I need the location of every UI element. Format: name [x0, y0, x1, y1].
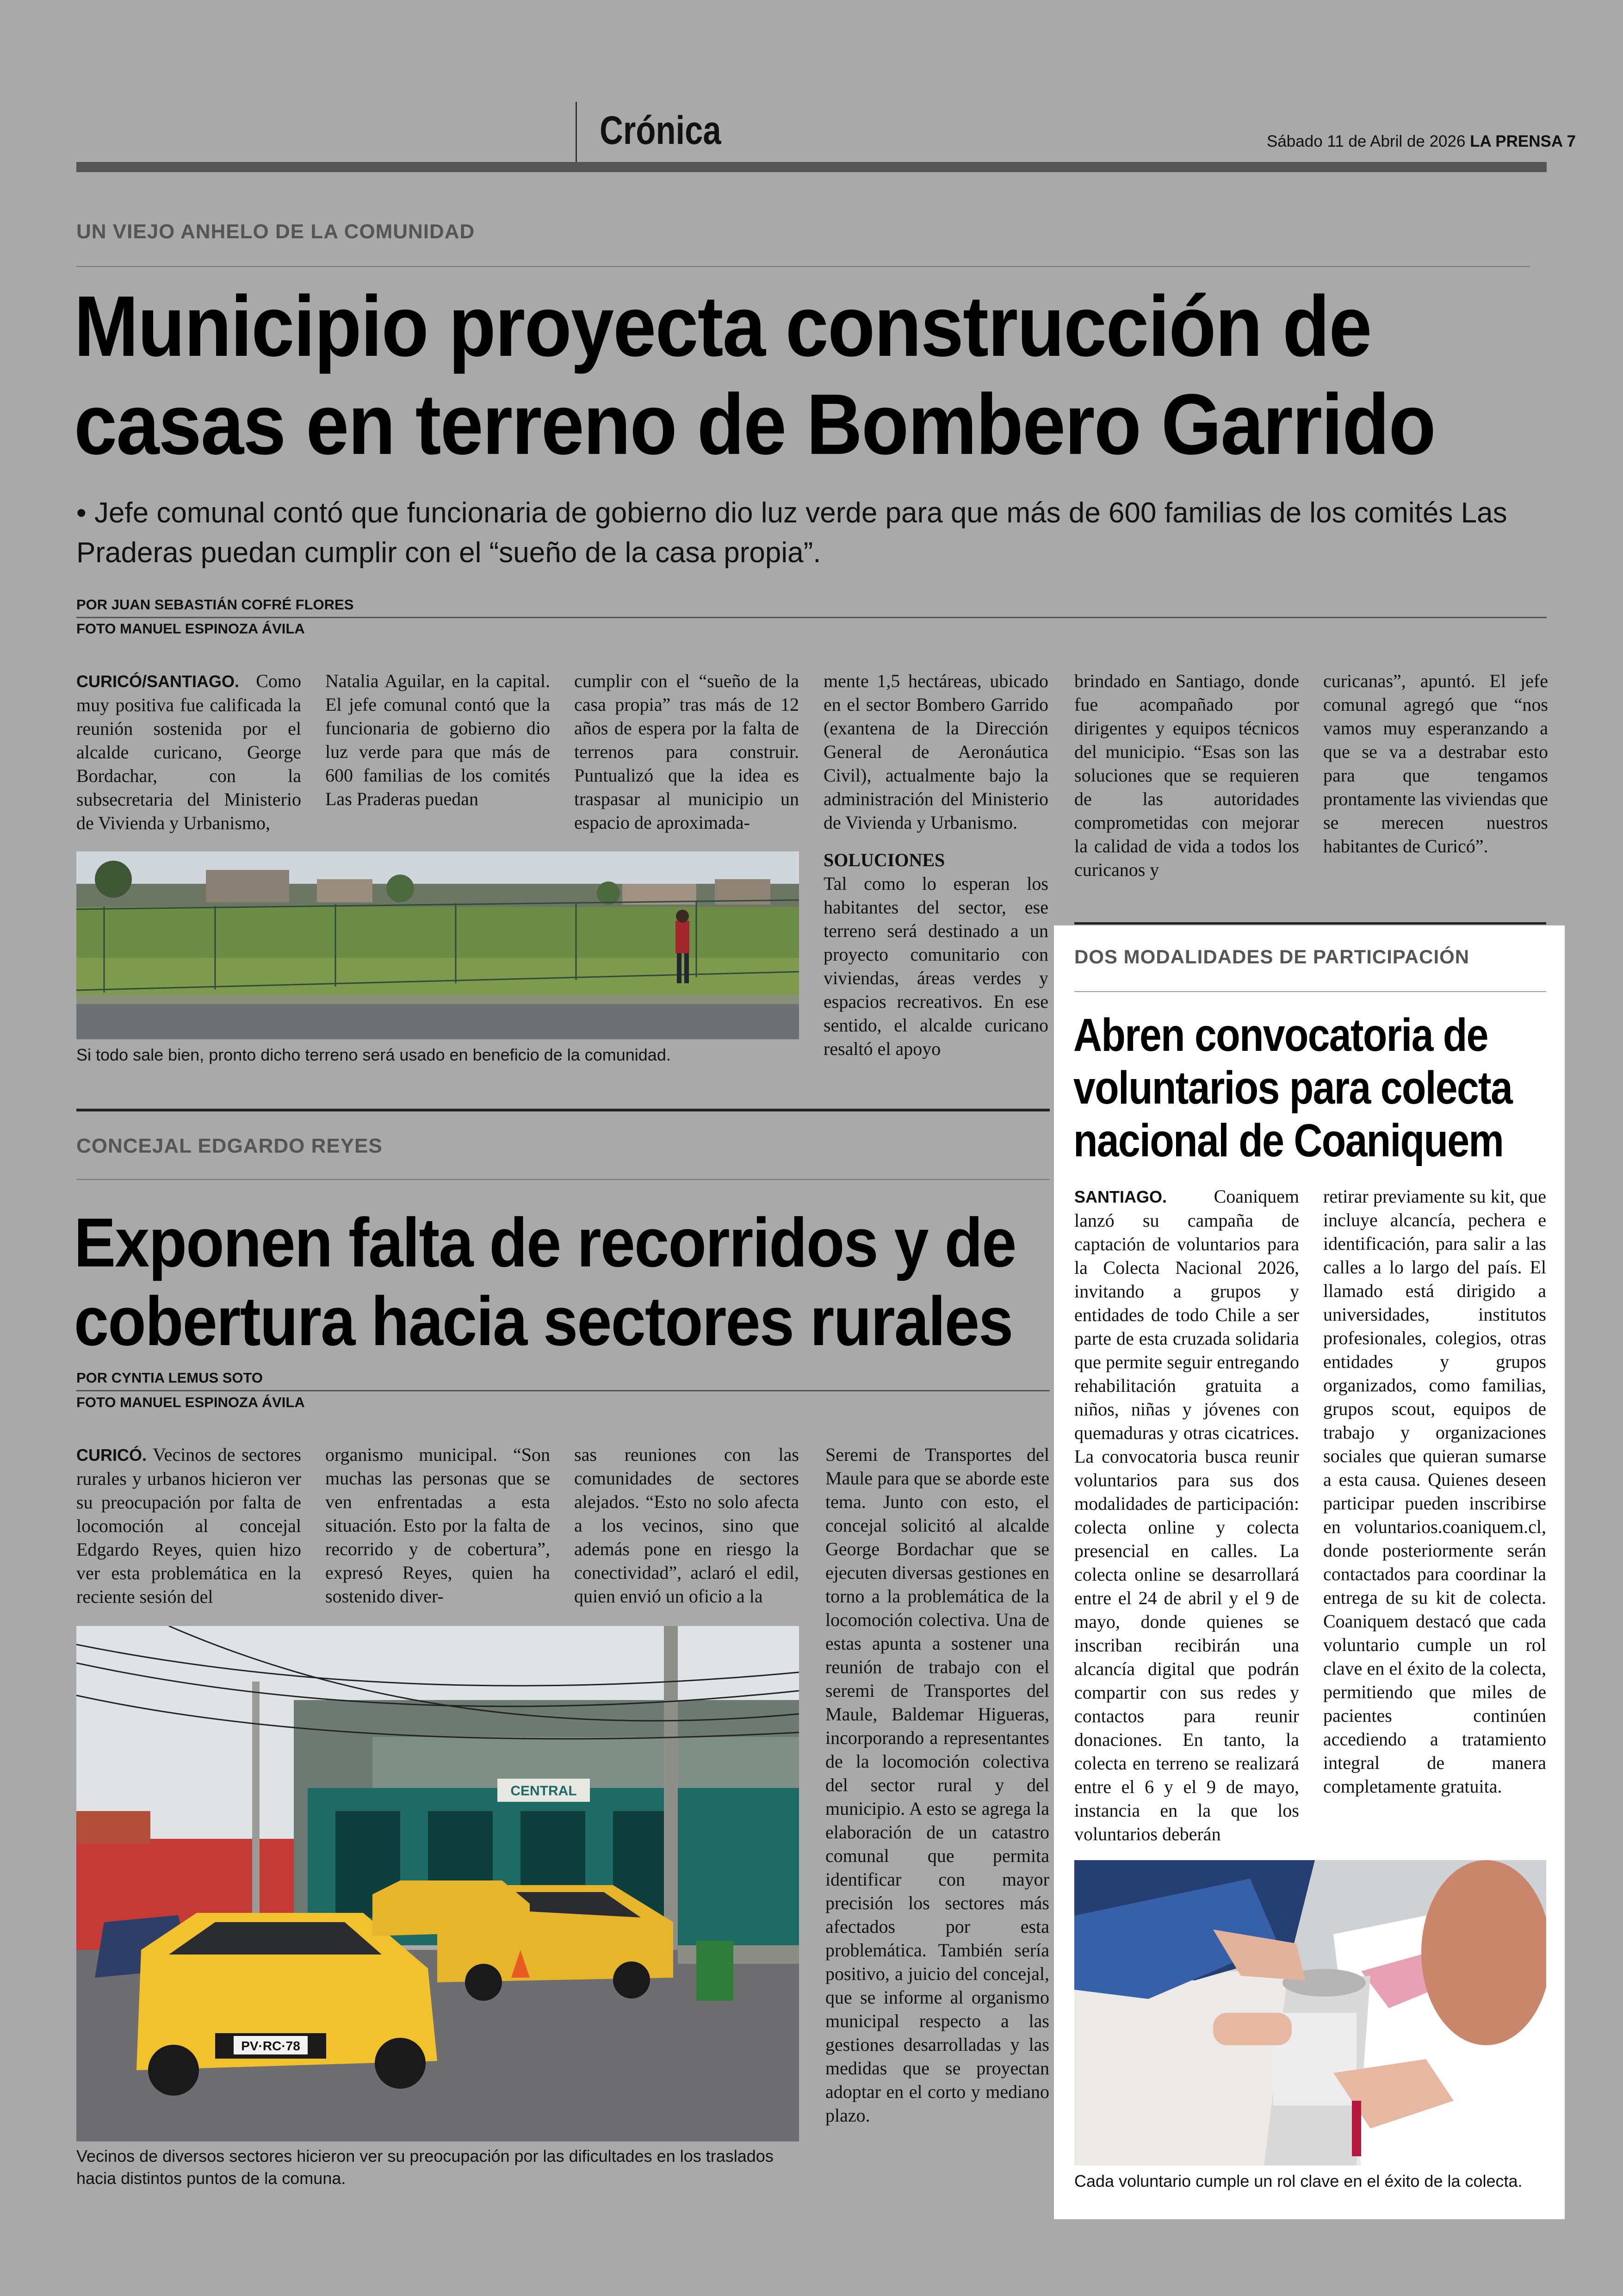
article3-col2: retirar previamente su kit, que incluye alcancía, pechera e identificación, para salir a las calles a lo largo del país. El llamado está dirigido a universidades, institutos profesionales, colegios, otras entidades y grupos organizados, como familias, grupos scout, equipos de trabajo y organizaciones sociales que quieran sumarse a esta causa. Quienes deseen participar pueden inscribirse en voluntarios.coaniquem.cl, donde posteriormente serán contactados para coordinar la entrega de su kit de colecta. Coaniquem destacó que cada voluntario cumple un rol clave en el éxito de la colecta, permitiendo que miles de pacientes continúen accediendo a tratamiento integral de manera completamente gratuita.	[1323, 1186, 1546, 1797]
paper-name: LA PRENSA 7	[1470, 132, 1576, 150]
article1-byline	[76, 593, 353, 616]
article3-lead: SANTIAGO.	[1074, 1187, 1167, 1206]
article1-kicker: UN VIEJO ANHELO DE LA COMUNIDAD	[76, 220, 475, 243]
donation-photo-image	[1074, 1860, 1546, 2166]
article2-lead: CURICÓ.	[76, 1446, 147, 1464]
article3-col1	[1074, 1185, 1299, 1846]
article3-headline-line3: nacional de Coaniquem	[1073, 1115, 1504, 1167]
article3-col1-text: Coaniquem lanzó su campaña de captación de voluntarios para la Colecta Nacional 2026, invitando a grupos y entidades de todo Chile a ser parte de esta cruzada solidaria que permite seguir entregando rehabilitación gratuita a niños, niñas y jóvenes con quemaduras y otras cicatrices. La convocatoria busca reunir voluntarios para sus dos modalidades de participación: colecta online y colecta presencial en calles. La colecta online se desarrollará entre el 24 de abril y el 9 de mayo, donde quienes se inscriban recibirán una alcancía digital que podrán compartir con sus redes y contactos para reunir donaciones. En tanto, la colecta en terreno se realizará entre el 6 y el 9 de mayo, instancia en la que los voluntarios deberán	[1074, 1186, 1299, 1844]
article2-caption-line1: Vecinos de diversos sectores hicieron ver su preocupación por las dificultades en los traslados	[76, 2147, 774, 2166]
article1-photo-credit: FOTO MANUEL ESPINOZA ÁVILA	[76, 621, 305, 637]
article2-photo-credit: FOTO MANUEL ESPINOZA ÁVILA	[76, 1394, 305, 1410]
article1-caption: Si todo sale bien, pronto dicho terreno será usado en beneficio de la comunidad.	[76, 1045, 671, 1064]
license-plate: PV·RC·78	[241, 2039, 300, 2053]
article1-col1-text: Como muy positiva fue calificada la reunión sostenida por el alcalde curicano, George Bordachar, con la subsecretaria del Ministerio de Vivienda y Urbanismo,	[76, 670, 301, 833]
section-title: Crónica	[600, 108, 721, 153]
article3-photo	[1074, 1860, 1546, 2166]
article2-photo	[76, 1626, 799, 2141]
street-photo-image	[76, 1626, 799, 2141]
header	[0, 0, 1623, 176]
article3-kicker-rule	[1074, 991, 1546, 992]
article1-deck-line2: Praderas puedan cumplir con el “sueño de la casa propia”.	[76, 537, 821, 569]
article1-col1	[76, 669, 301, 835]
article1-col3: cumplir con el “sueño de la casa propia” tras más de 12 años de espera por la falta de terrenos para construir. Puntualizó que la idea es traspasar al municipio un espacio de aproximada-	[574, 670, 799, 833]
article1-kicker-rule	[76, 266, 1530, 267]
article2-kicker: CONCEJAL EDGARDO REYES	[76, 1135, 383, 1157]
article1-col4b: Tal como lo esperan los habitantes del sector, ese terreno será destinado a un proyecto comunitario con viviendas, áreas verdes y espacios recreativos. En ese sentido, el alcalde curicano resaltó el apoyo	[824, 873, 1048, 1059]
article2-headline-line1: Exponen falta de recorridos y de	[74, 1204, 1016, 1281]
article3-headline	[1073, 1009, 1512, 1167]
article3-headline-line2: voluntarios para colecta	[1073, 1062, 1512, 1114]
store-sign: CENTRAL	[510, 1783, 577, 1799]
article2-col3: sas reuniones con las comunidades de sectores alejados. “Esto no solo afecta a los vecinos, sino que además pone en riesgo la conectividad”, aclaró el edil, quien envió un oficio a la	[574, 1444, 799, 1607]
article1-headline	[74, 278, 1435, 474]
article3-kicker: DOS MODALIDADES DE PARTICIPACIÓN	[1074, 946, 1470, 968]
article1-deck	[76, 493, 1557, 573]
article2-headline	[74, 1203, 1016, 1360]
deck-bullet: •	[76, 497, 87, 529]
article1-col-rule	[1074, 922, 1546, 925]
article1-col4a: mente 1,5 hectáreas, ubicado en el sector Bombero Garrido (exantena de la Dirección General de Aeronáutica Civil), actualmente bajo la administración del Ministerio de Vivienda y Urbanismo.	[824, 670, 1048, 833]
article1-subhead: SOLUCIONES	[824, 850, 945, 870]
article2-col1-text: Vecinos de sectores rurales y urbanos hicieron ver su preocupación por falta de locomoción al concejal Edgardo Reyes, quien hizo ver esta problemática en la reciente sesión del	[76, 1444, 301, 1607]
article1-col2: Natalia Aguilar, en la capital. El jefe comunal contó que la funcionaria de gobierno dio luz verde para que más de 600 familias de los comités Las Praderas puedan	[325, 670, 550, 809]
field-photo-image	[76, 851, 799, 1039]
article2-col1	[76, 1443, 301, 1608]
article1-headline-line2: casas en terreno de Bombero Garrido	[74, 377, 1435, 472]
article1-headline-line1: Municipio proyecta construcción de	[74, 279, 1371, 374]
article2-byline: POR CYNTIA LEMUS SOTO	[76, 1370, 263, 1386]
article-separator	[76, 1109, 1050, 1111]
issue-date: Sábado 11 de Abril de 2026	[1267, 132, 1466, 150]
article1-lead: CURICÓ/SANTIAGO.	[76, 672, 240, 691]
header-divider	[576, 102, 577, 162]
header-thick-rule	[76, 162, 1547, 172]
article1-col5: brindado en Santiago, donde fue acompañado por dirigentes y equipos técnicos del municipio. “Esas son las soluciones que se requieren de las autoridades comprometidas con mejorar la calidad de vida a todos los curicanos y	[1074, 670, 1299, 880]
article2-kicker-rule	[76, 1179, 1050, 1180]
article1-photo	[76, 851, 799, 1039]
article1-deck-line1: Jefe comunal contó que funcionaria de gobierno dio luz verde para que más de 600 familias de los comités Las	[94, 497, 1507, 529]
article2-headline-line2: cobertura hacia sectores rurales	[74, 1282, 1013, 1360]
article1-col6: curicanas”, apuntó. El jefe comunal agregó que “nos vamos muy esperanzando a que se va a destrabar esto para que tengamos prontamente las viviendas que se merecen nuestros habitantes de Curicó”.	[1323, 670, 1548, 856]
article1-author: POR JUAN SEBASTIÁN COFRÉ FLORES	[76, 596, 354, 613]
article2-col2: organismo municipal. “Son muchas las personas que se ven enfrentadas a esta situación. Esto por la falta de recorrido y de cobertura”, expresó Reyes, quien ha sostenido diver-	[325, 1444, 550, 1607]
article2-caption	[76, 2145, 774, 2190]
article3-headline-line1: Abren convocatoria de	[1073, 1009, 1488, 1061]
article2-col4: Seremi de Transportes del Maule para que se aborde este tema. Junto con esto, el concejal solicitó al alcalde George Bordachar que se ejecuten diversas gestiones en torno a la problemática de la locomoción colectiva. Una de estas apunta a sostener una reunión de trabajo con el seremi de Transportes del Maule, Baldemar Higueras, incorporando a representantes de la locomoción colectiva del sector rural y del municipio. A esto se agrega la elaboración de un catastro comunal que permita identificar con mayor precisión los sectores más afectados por esta problemática. También sería positivo, a juicio del concejal, que se informe al organismo municipal respecto a las gestiones desarrolladas y las medidas que se proyectan adoptar en el corto y mediano plazo.	[825, 1444, 1049, 2126]
article2-caption-line2: hacia distintos puntos de la comuna.	[76, 2169, 346, 2188]
article3-caption: Cada voluntario cumple un rol clave en el éxito de la colecta.	[1074, 2172, 1523, 2191]
article1-col4	[824, 669, 1048, 1061]
header-date	[1267, 132, 1576, 151]
